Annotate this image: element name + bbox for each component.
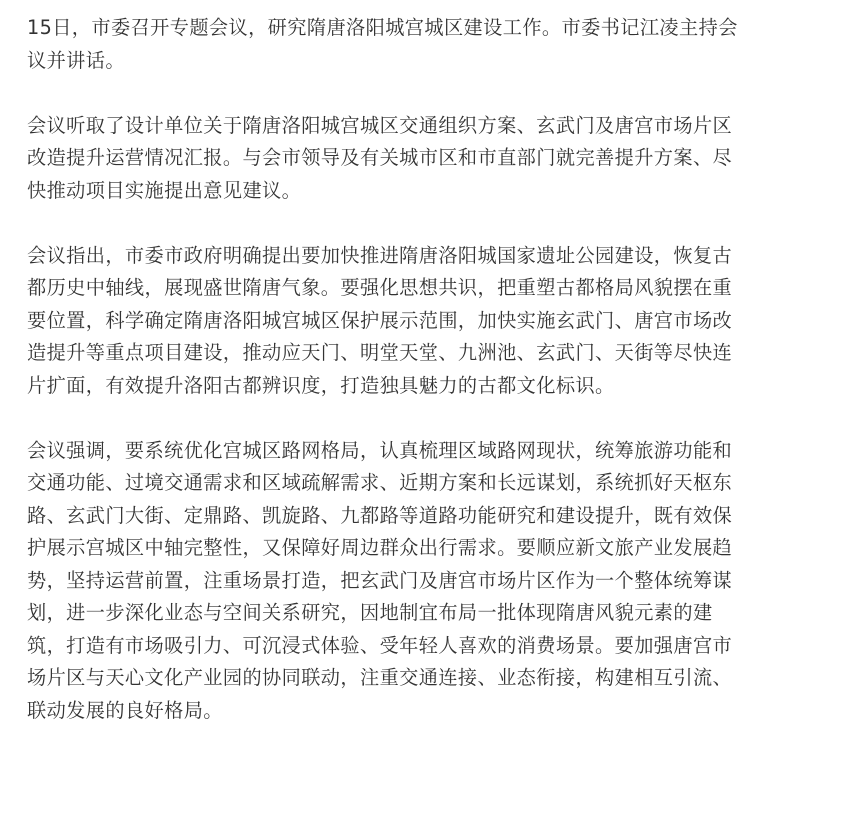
text-line: 改造提升运营情况汇报。与会市领导及有关城市区和市直部门就完善提升方案、尽 <box>27 146 733 169</box>
article-body <box>27 12 842 727</box>
text-line: 要位置，科学确定隋唐洛阳城宫城区保护展示范围，加快实施玄武门、唐宫市场改 <box>27 308 733 332</box>
text-line: 划，进一步深化业态与空间关系研究，因地制宜布局一批体现隋唐风貌元素的建 <box>27 601 713 624</box>
text-line: 都历史中轴线，展现盛世隋唐气象。要强化思想共识，把重塑古都格局风貌摆在重 <box>27 276 733 299</box>
paragraph-3 <box>27 240 842 403</box>
text-line: 势，坚持运营前置，注重场景打造，把玄武门及唐宫市场片区作为一个整体统筹谋 <box>27 568 733 592</box>
text-line: 片扩面，有效提升洛阳古都辨识度，打造独具魅力的古都文化标识。 <box>27 373 615 397</box>
text-line: 联动发展的良好格局。 <box>27 698 223 722</box>
text-line: 议并讲话。 <box>27 48 125 72</box>
text-line: 护展示宫城区中轴完整性，又保障好周边群众出行需求。要顺应新文旅产业发展趋 <box>27 536 733 559</box>
paragraph-4 <box>27 435 842 728</box>
paragraph-1 <box>27 12 842 77</box>
text-line: 筑，打造有市场吸引力、可沉浸式体验、受年轻人喜欢的消费场景。要加强唐宫市 <box>27 633 733 657</box>
text-line: 会议强调，要系统优化宫城区路网格局，认真梳理区域路网现状，统筹旅游功能和 <box>27 438 733 462</box>
text-line: 会议听取了设计单位关于隋唐洛阳城宫城区交通组织方案、玄武门及唐宫市场片区 <box>27 113 733 137</box>
text-line: 场片区与天心文化产业园的协同联动，注重交通连接、业态衔接，构建相互引流、 <box>27 666 733 689</box>
text-line: 交通功能、过境交通需求和区域疏解需求、近期方案和长远谋划，系统抓好天枢东 <box>27 471 733 494</box>
paragraph-spacer <box>27 402 842 435</box>
text-line: 会议指出，市委市政府明确提出要加快推进隋唐洛阳城国家遗址公园建设，恢复古 <box>27 243 733 267</box>
paragraph-2 <box>27 110 842 208</box>
paragraph-spacer <box>27 77 842 110</box>
text-line: 造提升等重点项目建设，推动应天门、明堂天堂、九洲池、玄武门、天街等尽快连 <box>27 341 733 364</box>
text-line: 路、玄武门大街、定鼎路、凯旋路、九都路等道路功能研究和建设提升，既有效保 <box>27 503 733 527</box>
text-line: 快推动项目实施提出意见建议。 <box>27 178 302 202</box>
paragraph-spacer <box>27 207 842 240</box>
text-line: 15日，市委召开专题会议，研究隋唐洛阳城宫城区建设工作。市委书记江凌主持会 <box>27 16 738 39</box>
